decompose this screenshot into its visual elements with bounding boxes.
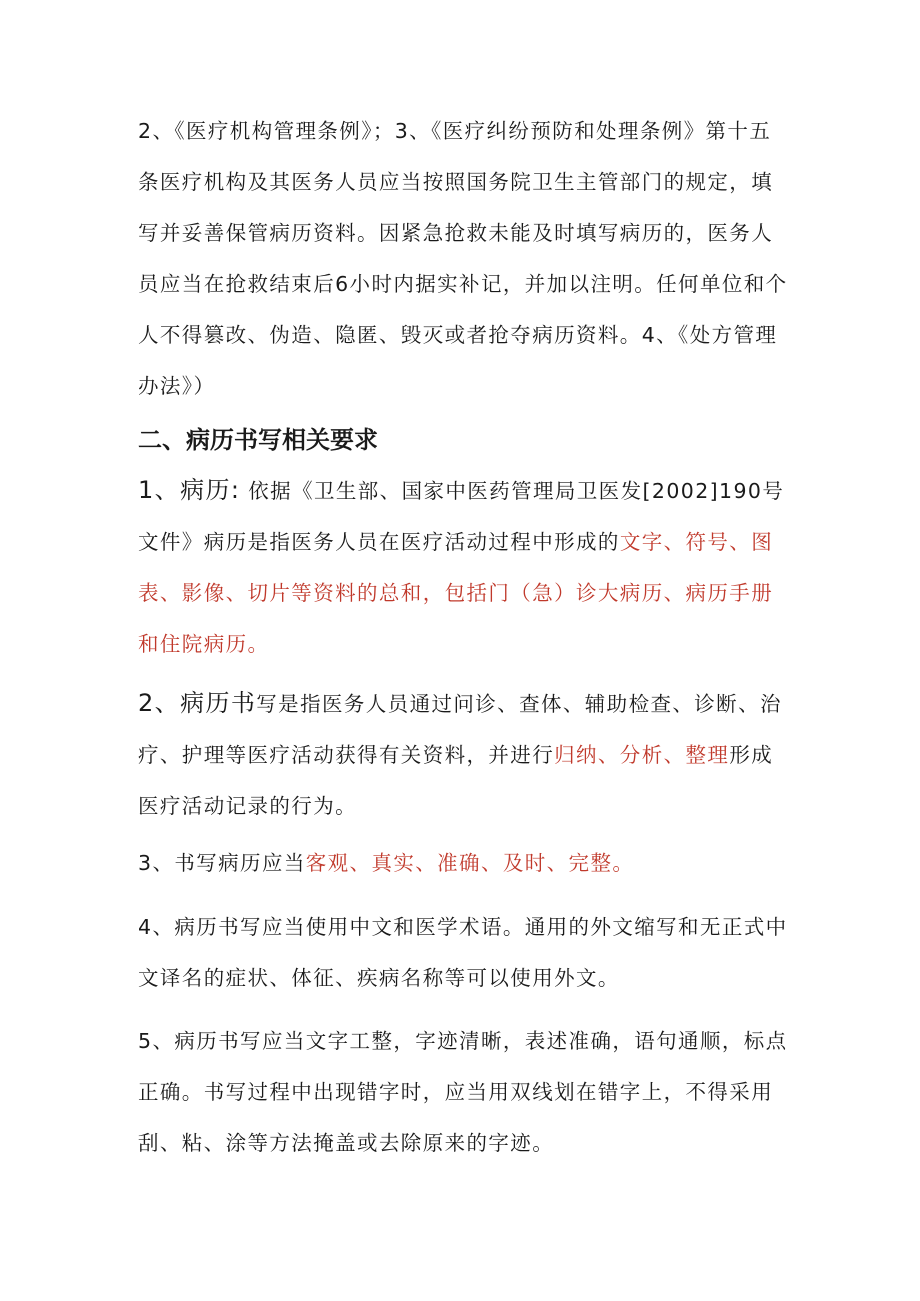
paragraph-lead: 2、病历书 — [138, 689, 257, 717]
paragraph-text: 4、病历书写应当使用中文和医学术语。通用的外文缩写和无正式中文译名的症状、体征、疾病名称等可以使用外文。 — [138, 915, 788, 990]
paragraph-regulations — [138, 106, 788, 412]
paragraph-text: 5、病历书写应当文字工整，字迹清晰，表述准确，语句通顺，标点正确。书写过程中出现错字时，应当用双线划在错字上，不得采用刮、粘、涂等方法掩盖或去除原来的字迹。 — [138, 1029, 788, 1155]
paragraph-language-rules — [138, 902, 788, 1004]
paragraph-handwriting-rules — [138, 1016, 788, 1169]
paragraph-text: 3、书写病历应当 — [138, 851, 306, 875]
paragraph-tail: 形成医疗活动记录的行为。 — [138, 743, 774, 818]
section-heading: 二、病历书写相关要求 — [138, 426, 378, 454]
paragraph-definition-record-writing — [138, 678, 788, 832]
paragraph-writing-principles — [138, 838, 788, 889]
emphasis-text: 归纳、分析、整理 — [554, 743, 730, 767]
paragraph-text: 写是指医务人员通过问诊、查体、辅助检查、诊断、治疗、护理等医疗活动获得有关资料，并进行 — [138, 692, 782, 767]
paragraph-lead: 1、病历: — [138, 476, 241, 504]
paragraph-definition-medical-record — [138, 465, 788, 670]
paragraph-text: 2、《医疗机构管理条例》；3、《医疗纠纷预防和处理条例》第十五条医疗机构及其医务人员应当按照国务院卫生主管部门的规定，填写并妥善保管病历资料。因紧急抢救未能及时填写病历的，医务人员应当在抢救结束后6小时内据实补记，并加以注明。任何单位和个人不得篡改、伪造、隐匿、毁灭或者抢夺病历资料。4、《处方管理办法》） — [138, 119, 788, 398]
paragraph-text: 依据《卫生部、国家中医药管理局卫医发[2002]190号文件》病历是指医务人员在医疗活动过程中形成的 — [138, 479, 785, 554]
emphasis-text: 客观、真实、准确、及时、完整。 — [305, 851, 635, 875]
emphasis-text: 文字、符号、图表、影像、切片等资料的总和，包括门（急）诊大病历、病历手册和住院病历。 — [138, 530, 774, 656]
